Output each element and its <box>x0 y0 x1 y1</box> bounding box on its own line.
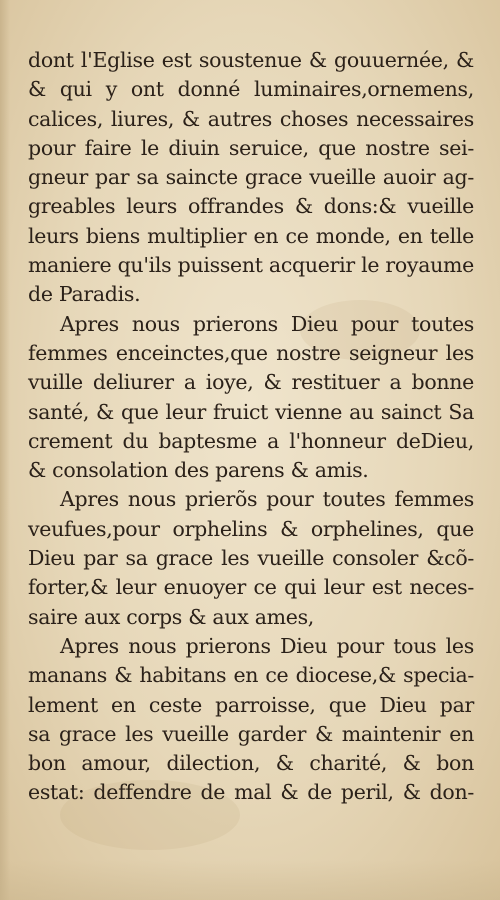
text-line: maniere qu'ils puissent acquerir le royaume <box>28 253 474 278</box>
text-line: manans & habitans en ce diocese,& specia- <box>28 663 474 688</box>
text-line: pour faire le diuin seruice, que nostre sei- <box>28 135 474 160</box>
page-gutter-shadow <box>0 0 10 900</box>
text-line: bon amour, dilection, & charité, & bon <box>28 751 474 776</box>
paragraph-first-line: Apres nous prierõs pour toutes femmes <box>60 487 474 512</box>
text-line: & consolation des parens & amis. <box>28 458 369 483</box>
text-line: saire aux corps & aux ames, <box>28 604 315 629</box>
page-bottom-shade <box>0 860 500 900</box>
text-line: & qui y ont donné luminaires,ornemens, <box>28 77 474 102</box>
text-line: vuille deliurer a ioye, & restituer a bonne <box>28 370 474 395</box>
text-line: lement en ceste parroisse, que Dieu par <box>28 692 474 717</box>
text-line: Dieu par sa grace les vueille consoler &cõ- <box>28 546 474 571</box>
text-line: leurs biens multiplier en ce monde, en telle <box>28 223 474 248</box>
text-line: calices, liures, & autres choses necessaires <box>28 106 474 131</box>
text-line: gneur par sa saincte grace vueille auoir ag- <box>28 165 474 190</box>
text-line: femmes enceinctes,que nostre seigneur les <box>28 340 474 365</box>
text-line: forter,& leur enuoyer ce qui leur est neces- <box>28 575 474 600</box>
text-line: veufues,pour orphelins & orphelines, que <box>28 516 474 541</box>
body-text <box>28 46 474 808</box>
text-line: estat: deffendre de mal & de peril, & don- <box>28 780 474 805</box>
text-line: sa grace les vueille garder & maintenir en <box>28 721 474 746</box>
text-line: greables leurs offrandes & dons:& vueille <box>28 194 474 219</box>
text-line: de Paradis. <box>28 282 141 307</box>
paragraph-first-line: Apres nous prierons Dieu pour toutes <box>60 311 474 336</box>
text-line: dont l'Eglise est soustenue & gouuernée, & <box>28 48 474 72</box>
text-line: crement du baptesme a l'honneur deDieu, <box>28 428 474 453</box>
text-line: santé, & que leur fruict vienne au sainct Sa <box>28 399 474 424</box>
paragraph-first-line: Apres nous prierons Dieu pour tous les <box>60 633 474 658</box>
